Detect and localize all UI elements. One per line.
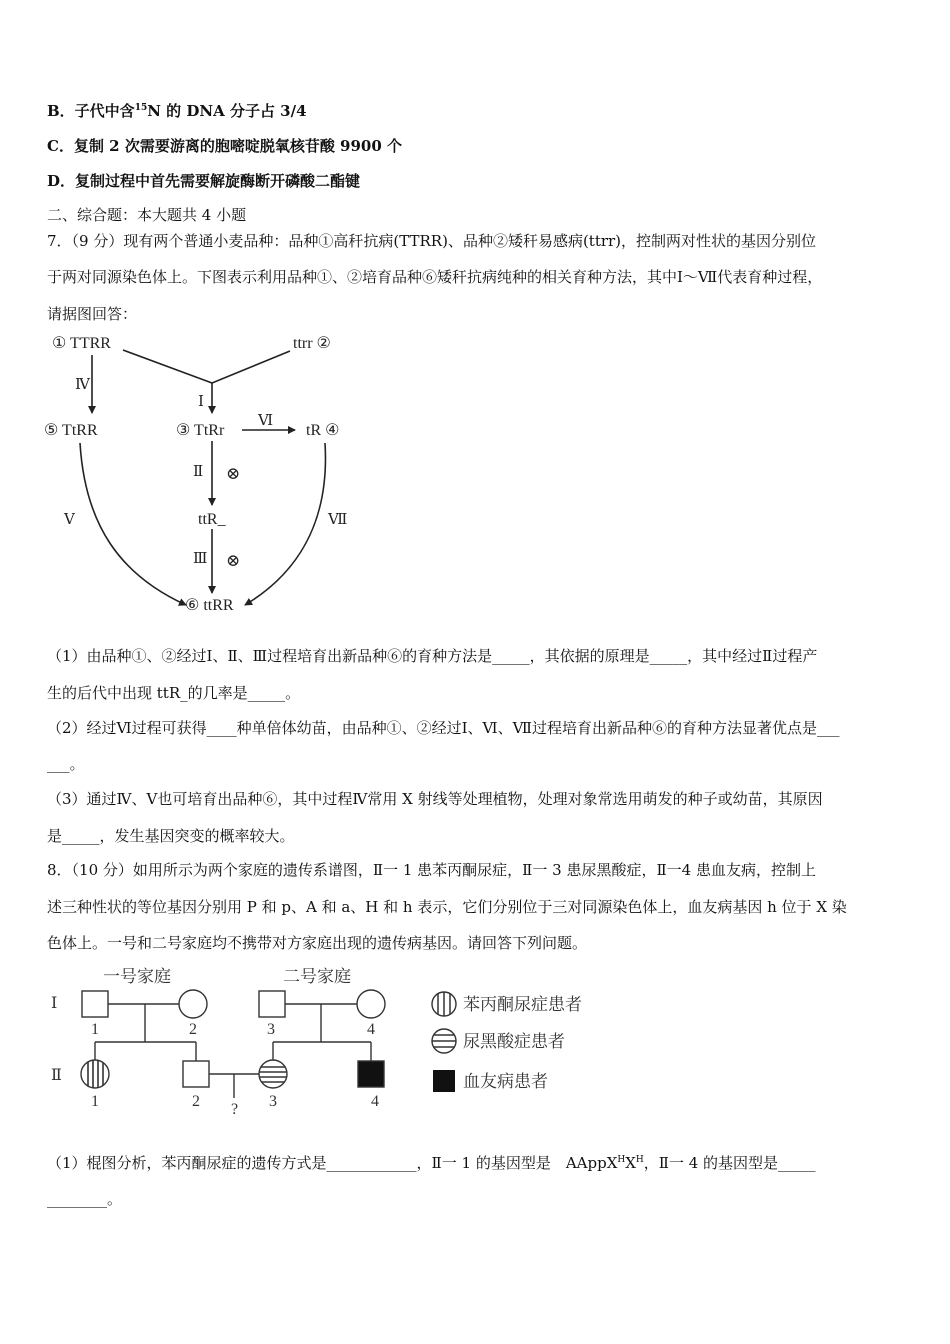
cross-line-right xyxy=(212,351,290,383)
process-label-1: Ⅰ xyxy=(198,394,204,410)
i-1-number: 1 xyxy=(91,1021,99,1038)
q8-sub1-sup1: H xyxy=(617,1155,626,1165)
node-variety-2: ttrr ② xyxy=(293,335,331,352)
ii-1-number: 1 xyxy=(91,1093,99,1110)
pedigree-chart xyxy=(45,962,605,1132)
individual-i-2 xyxy=(179,990,207,1018)
q7-stem-line3: 请据图回答： xyxy=(47,305,138,323)
selfing-symbol-1: ⊗ xyxy=(226,464,241,483)
legend-pku-label: 苯丙酮尿症患者 xyxy=(463,995,582,1014)
q7-sub1-line1: （1）由品种①、②经过Ⅰ、Ⅱ、Ⅲ过程培育出新品种⑥的育种方法是_____，其依据的原理是_____，其中经过Ⅱ过程产 xyxy=(47,647,818,665)
generation-1-label: Ⅰ xyxy=(51,995,58,1012)
option-b-suffix: N 的 DNA 分子占 3/4 xyxy=(147,102,307,120)
ii-4-number: 4 xyxy=(371,1093,379,1110)
process-label-7: Ⅶ xyxy=(328,512,348,528)
individual-ii-1 xyxy=(81,1060,109,1088)
arrow-process-7 xyxy=(245,443,325,605)
q8-sub1-line1 xyxy=(47,1153,904,1173)
option-c: C．复制 2 次需要游离的胞嘧啶脱氧核苷酸 9900 个 xyxy=(47,137,403,155)
q8-stem-line1: 8．（10 分）如用所示为两个家庭的遗传系谱图，Ⅱ一 1 患苯丙酮尿症，Ⅱ一 3 患尿黑酸症，Ⅱ一4 患血友病，控制上 xyxy=(47,861,816,879)
node-variety-6: ⑥ ttRR xyxy=(185,597,234,614)
individual-ii-2 xyxy=(183,1061,209,1087)
node-variety-3: ③ TtRr xyxy=(176,422,225,439)
process-label-5: Ⅴ xyxy=(64,512,75,528)
q8-sub1-sup2: H xyxy=(635,1155,644,1165)
selfing-symbol-2: ⊗ xyxy=(226,551,241,570)
legend-hemophilia-symbol xyxy=(433,1070,455,1092)
breeding-diagram xyxy=(40,325,380,625)
q8-sub1-part1: （1）棍图分析，苯丙酮尿症的遗传方式是____________，Ⅱ一 1 的基因型是 AAppX xyxy=(47,1154,618,1172)
i-4-number: 4 xyxy=(367,1021,375,1038)
ii-2-number: 2 xyxy=(192,1093,200,1110)
section-heading: 二、综合题：本大题共 4 小题 xyxy=(47,206,247,224)
process-label-4: Ⅳ xyxy=(75,377,90,393)
q8-stem-line3: 色体上。一号和二号家庭均不携带对方家庭出现的遗传病基因。请回答下列问题。 xyxy=(47,934,588,952)
process-label-6: Ⅵ xyxy=(258,413,274,429)
option-b xyxy=(47,101,307,121)
individual-i-4 xyxy=(357,990,385,1018)
node-variety-5: ⑤ TtRR xyxy=(44,422,98,439)
option-d: D．复制过程中首先需要解旋酶断开磷酸二酯键 xyxy=(47,172,361,190)
q8-sub1-mid: X xyxy=(625,1154,636,1172)
q7-sub3-line1: （3）通过Ⅳ、Ⅴ也可培育出品种⑥，其中过程Ⅳ常用 X 射线等处理植物，处理对象常选用萌发的种子或幼苗，其原因 xyxy=(47,790,823,808)
q7-stem-line1: 7．（9 分）现有两个普通小麦品种：品种①高秆抗病(TTRR)、品种②矮秆易感病(ttrr)，控制两对性状的基因分别位 xyxy=(47,232,817,250)
cross-line-left xyxy=(123,350,212,383)
individual-ii-3 xyxy=(259,1060,287,1088)
i-2-number: 2 xyxy=(189,1021,197,1038)
q8-sub1-part2: ，Ⅱ一 4 的基因型是_____ xyxy=(643,1154,816,1172)
q7-sub2-line2: ___。 xyxy=(47,755,85,773)
family-2-label: 二号家庭 xyxy=(283,967,351,986)
ii-3-number: 3 xyxy=(269,1093,277,1110)
legend-alkaptonuria-label: 尿黑酸症患者 xyxy=(463,1032,565,1051)
process-label-3: Ⅲ xyxy=(193,551,208,567)
q8-stem-line2: 述三种性状的等位基因分别用 P 和 p、A 和 a、H 和 h 表示，它们分别位于三对同源染色体上，血友病基因 h 位于 X 染 xyxy=(47,898,847,916)
q7-sub1-line2: 生的后代中出现 ttR_的几率是_____。 xyxy=(47,684,301,702)
q7-stem-line2: 于两对同源染色体上。下图表示利用品种①、②培育品种⑥矮秆抗病纯种的相关育种方法，其中Ⅰ～Ⅶ代表育种过程， xyxy=(47,268,823,286)
q8-sub1-line2: ________。 xyxy=(47,1190,123,1208)
node-variety-1: ① TTRR xyxy=(52,335,111,352)
legend-hemophilia-label: 血友病患者 xyxy=(463,1072,548,1091)
arrow-process-5 xyxy=(80,443,186,605)
individual-ii-4 xyxy=(358,1061,384,1087)
generation-2-label: Ⅱ xyxy=(51,1067,62,1084)
node-variety-4: tR ④ xyxy=(306,422,340,439)
node-intermediate: ttR_ xyxy=(198,511,226,528)
q7-sub2-line1: （2）经过Ⅵ过程可获得____种单倍体幼苗，由品种①、②经过Ⅰ、Ⅵ、Ⅶ过程培育出新品种⑥的育种方法显著优点是___ xyxy=(47,719,840,737)
individual-i-3 xyxy=(259,991,285,1017)
family-1-label: 一号家庭 xyxy=(103,967,171,986)
individual-i-1 xyxy=(82,991,108,1017)
unknown-offspring: ? xyxy=(231,1101,239,1118)
process-label-2: Ⅱ xyxy=(193,464,204,480)
option-b-superscript: 15 xyxy=(134,103,148,113)
option-b-prefix: B．子代中含 xyxy=(47,102,135,120)
i-3-number: 3 xyxy=(267,1021,275,1038)
q7-sub3-line2: 是_____，发生基因突变的概率较大。 xyxy=(47,827,295,845)
